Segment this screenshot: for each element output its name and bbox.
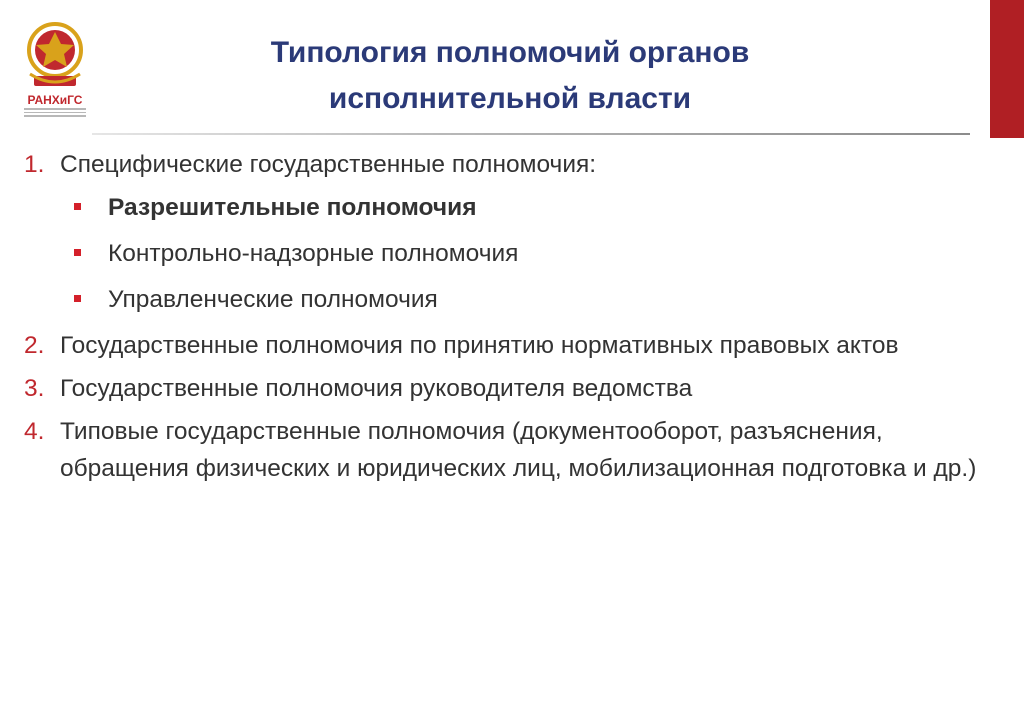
title-divider: [92, 133, 970, 135]
logo-text: РАНХиГС: [27, 93, 83, 107]
title-line-2: исполнительной власти: [328, 82, 692, 115]
item-text: Специфические государственные полномочия:: [60, 151, 597, 178]
list-item-4: [24, 413, 984, 487]
accent-bar: [990, 0, 1024, 138]
square-bullet-icon: [74, 203, 81, 210]
square-bullet-icon: [74, 295, 81, 302]
title-line-1: Типология полномочий органов: [270, 36, 750, 69]
sub-item-text: Контрольно-надзорные полномочия: [108, 240, 519, 267]
square-bullet-icon: [74, 249, 81, 256]
item-text: Типовые государственные полномочия (документооборот, разъяснения, обращения физических и юридических лиц, мобилизационная подготовка и др.): [60, 418, 977, 482]
sub-item-text: Разрешительные полномочия: [108, 194, 477, 221]
sub-item-3: [24, 281, 984, 318]
item-number: 2.: [24, 332, 45, 359]
logo-subtitle-lines: [24, 108, 86, 118]
item-text: Государственные полномочия руководителя ведомства: [60, 375, 693, 402]
sub-item-2: [24, 235, 984, 272]
list-item-1: [24, 146, 984, 183]
sub-item-1: [24, 189, 984, 226]
content-list: [24, 146, 984, 493]
item-text: Государственные полномочия по принятию нормативных правовых актов: [60, 332, 899, 359]
sub-item-text: Управленческие полномочия: [108, 286, 438, 313]
list-item-2: [24, 327, 984, 364]
item-number: 3.: [24, 375, 45, 402]
item-number: 1.: [24, 151, 45, 178]
list-item-3: [24, 370, 984, 407]
page-title: [190, 30, 830, 122]
item-number: 4.: [24, 418, 45, 445]
